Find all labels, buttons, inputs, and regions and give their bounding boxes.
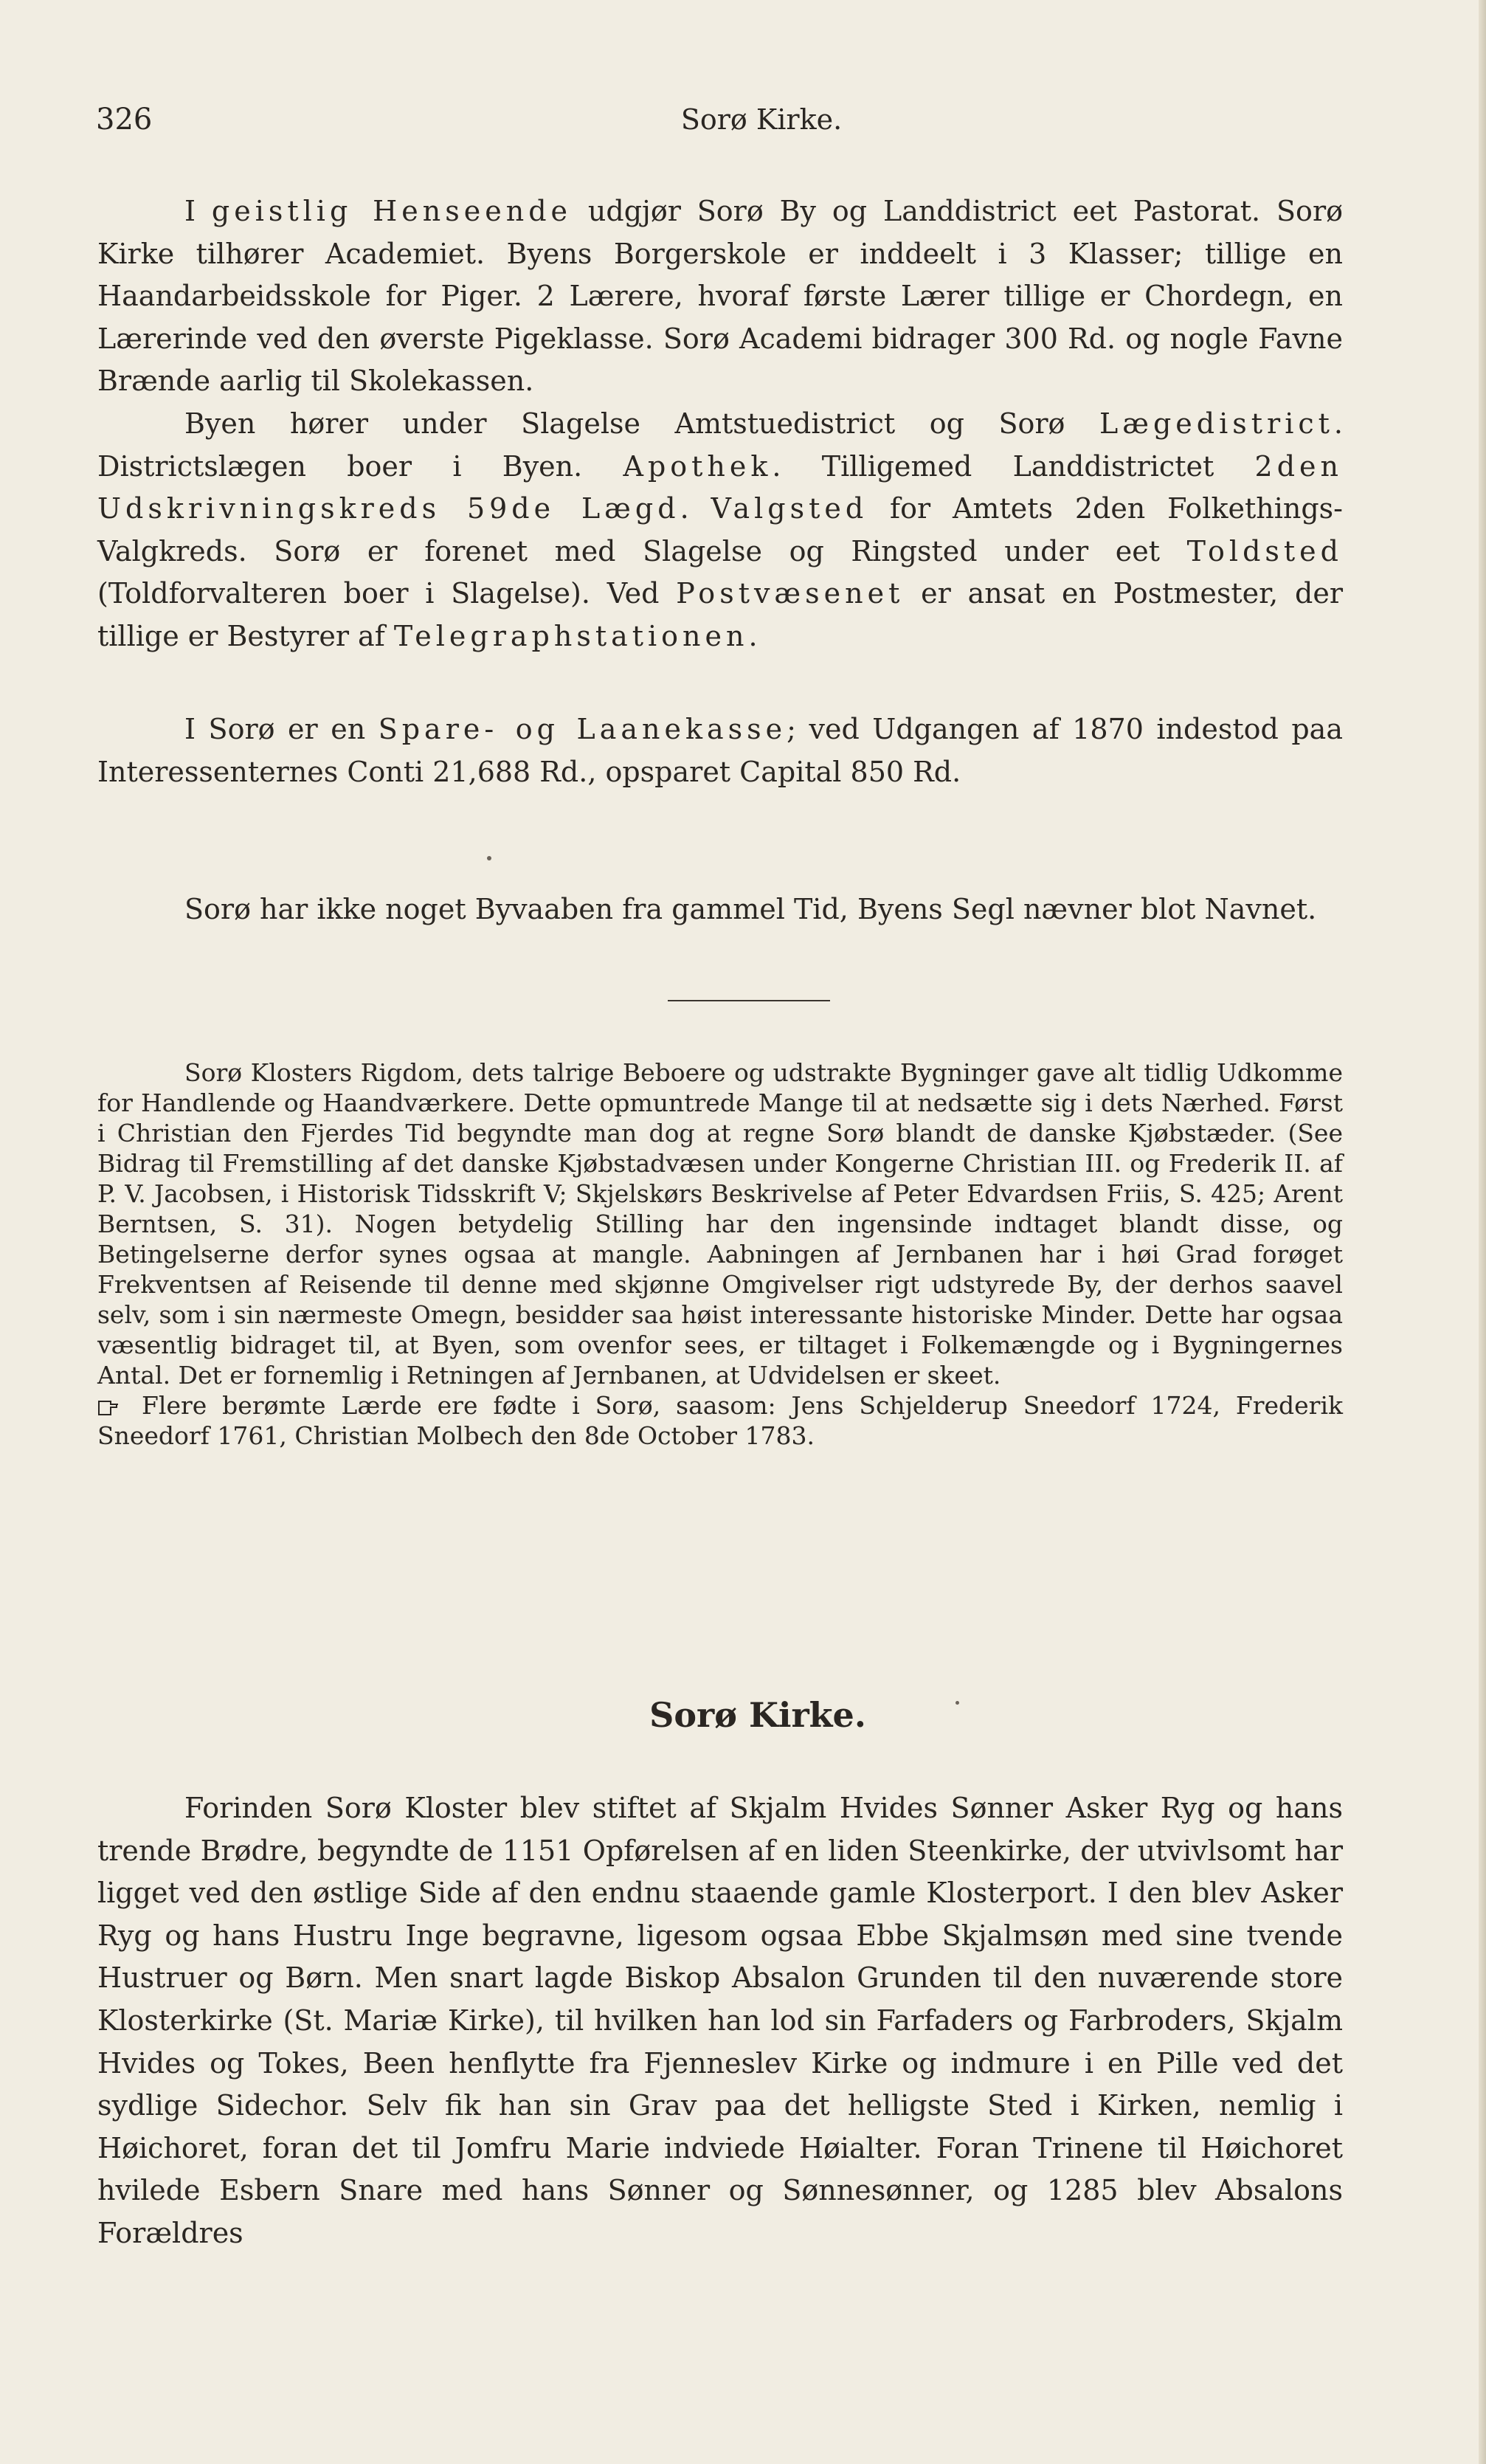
paragraph-church-schools [97, 190, 1343, 403]
spaced-term: Valgsted [711, 492, 868, 525]
note-famous: Flere berømte Lærde ere fødte i Sorø, saasom: Jens Schjelderup Sneedorf 1724, Frederik Sneedorf 1761, Christian Molbech den 8de October 1783. [97, 1391, 1343, 1450]
spaced-term: Toldsted [1186, 534, 1343, 567]
page-number: 326 [96, 103, 153, 137]
stray-mark [487, 856, 491, 860]
spaced-term: Postvæsenet [676, 577, 905, 610]
spaced-term: Apothek [623, 449, 773, 483]
spaced-term: 2den Udskrivningskreds 59de Lægd [97, 449, 1343, 525]
divider-rule [668, 1000, 830, 1001]
running-title: Sorø Kirke. [680, 103, 843, 136]
paragraph-districts [97, 403, 1343, 658]
spaced-term: Telegraphstationen [393, 619, 749, 652]
pointing-hand-icon [97, 1393, 120, 1412]
note-history: Sorø Klosters Rigdom, dets talrige Beboere og udstrakte Bygninger gave alt tidlig Udkomme for Handlende og Haandværkere. Dette opmuntrede Mange til at nedsætte sig i dets Nærhed. Først i Christian den Fjerdes Tid begyndte man dog at regne Sorø blandt de danske Kjøbstæder. (See Bidrag til Fremstilling af det danske Kjøbstadvæsen under Kongerne Christian III. og Frederik II. af P. V. Jacobsen, i Historisk Tidsskrift V; Skjelskørs Beskrivelse af Peter Edvardsen Friis, S. 425; Arent Berntsen, S. 31). Nogen betydelig Stilling har den ingensinde indtaget blandt disse, og Betingelserne derfor synes ogsaa at mangle. Aabningen af Jernbanen har i høi Grad forøget Frekventsen af Reisende til denne med skjønne Omgivelser rigt udstyrede By, der derhos saavel selv, som i sin nærmeste Omegn, besidder saa høist interessante historiske Minder. Dette har ogsaa væsentlig bidraget til, at Byen, som ovenfor sees, er tiltaget i Folkemængde og i Bygningernes Antal. Det er fornemlig i Retningen af Jernbanen, at Udvidelsen er skeet. [97, 1058, 1343, 1390]
page-edge [1479, 0, 1486, 2464]
paragraph-savings-bank [97, 708, 1343, 793]
spaced-term: Spare- og Laanekasse [378, 713, 787, 745]
spaced-term: Lægedistrict [1099, 407, 1334, 440]
paragraph-text: I Sorø er en Spare- og Laanekasse; ved Udgangen af 1870 indestod paa Interessenternes Conti 21,688 Rd., opsparet Capital 850 Rd. [97, 713, 1343, 788]
paragraph-coat-of-arms [97, 888, 1343, 931]
spaced-term: geistlig Henseende [211, 195, 573, 227]
section-heading: Sorø Kirke. [649, 1695, 866, 1735]
paragraph-soro-kirke [97, 1787, 1343, 2255]
section-text: Forinden Sorø Kloster blev stiftet af Skjalm Hvides Sønner Asker Ryg og hans trende Brødre, begyndte de 1151 Opførelsen af en liden Steenkirke, der utvivlsomt har ligget ved den østlige Side af den endnu staaende gamle Klosterport. I den blev Asker Ryg og hans Hustru Inge begravne, ligesom ogsaa Ebbe Skjalmsøn med sine tvende Hustruer og Børn. Men snart lagde Biskop Absalon Grunden til den nuværende store Klosterkirke (St. Mariæ Kirke), til hvilken han lod sin Farfaders og Farbroders, Skjalm Hvides og Tokes, Been henflytte fra Fjenneslev Kirke og indmure i en Pille ved det sydlige Sidechor. Selv fik han sin Grav paa det helligste Sted i Kirken, nemlig i Høichoret, foran det til Jomfru Marie indviede Høialter. Foran Trinene til Høichoret hvilede Esbern Snare med hans Sønner og Sønnesønner, og 1285 blev Absalons Forældres [97, 1792, 1343, 2249]
historical-note [97, 1057, 1343, 1451]
paragraph-text: Byen hører under Slagelse Amtstuedistrict og Sorø Lægedistrict. Districtslægen boer i Byen. Apothek. Tilligemed Landdistrictet 2den Udskrivningskreds 59de Lægd. Valgsted for Amtets 2den Folkethings-Valgkreds. Sorø er forenet med Slagelse og Ringsted under eet Toldsted (Toldforvalteren boer i Slagelse). Ved Postvæsenet er ansat en Postmester, der tillige er Bestyrer af Telegraphstationen. [97, 407, 1343, 652]
paragraph-text: I geistlig Henseende udgjør Sorø By og Landdistrict eet Pastorat. Sorø Kirke tilhører Academiet. Byens Borgerskole er inddeelt i 3 Klasser; tillige en Haandarbeidsskole for Piger. 2 Lærere, hvoraf første Lærer tillige er Chordegn, en Lærerinde ved den øverste Pigeklasse. Sorø Academi bidrager 300 Rd. og nogle Favne Brænde aarlig til Skolekassen. [97, 195, 1343, 398]
paragraph-text: Sorø har ikke noget Byvaaben fra gammel Tid, Byens Segl nævner blot Navnet. [184, 893, 1317, 925]
